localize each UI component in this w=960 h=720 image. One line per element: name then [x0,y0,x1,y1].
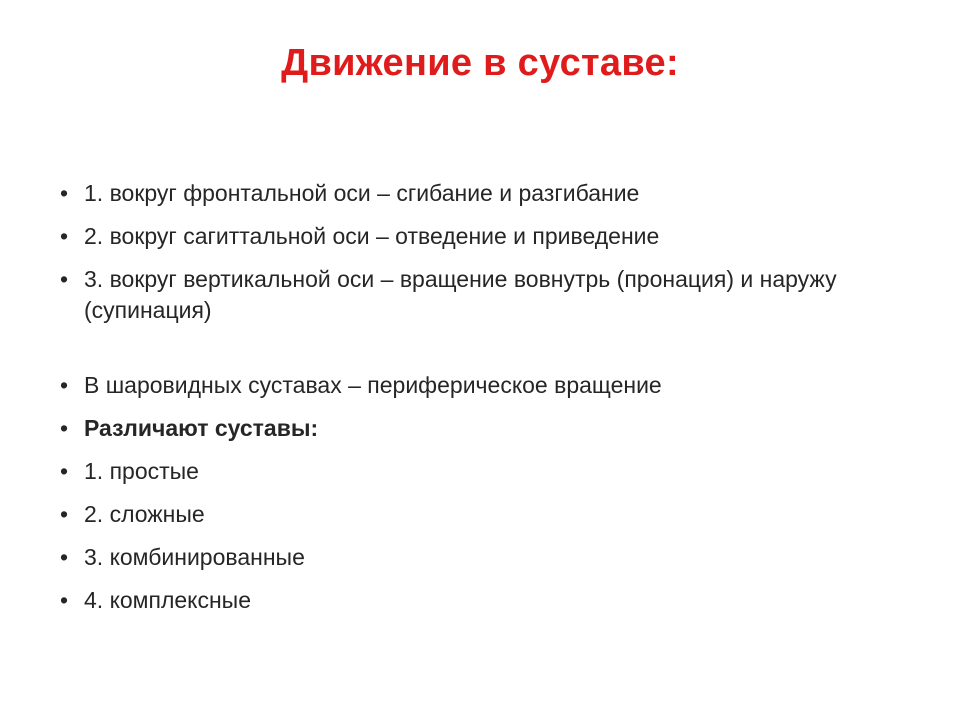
slide-title: Движение в суставе: [281,42,679,84]
list-item [57,413,917,444]
bullet-text: В шаровидных суставах – периферическое вращение [84,372,662,398]
bullet-text-bold: Различают суставы: [84,415,319,441]
bullet-text: 3. вокруг вертикальной оси – вращение вовнутрь (пронация) и наружу (супинация) [84,266,837,323]
bullet-icon: • [59,415,69,441]
list-item [57,499,917,530]
bullet-text: 3. комбинированные [84,544,305,570]
list-item [57,585,917,616]
bullet-text: 4. комплексные [84,587,252,613]
bullet-icon: • [59,458,69,484]
list-item [57,221,917,252]
bullet-list [57,178,917,628]
bullet-icon: • [59,372,69,398]
bullet-icon: • [59,180,69,206]
list-item [57,456,917,487]
list-item [57,370,917,401]
list-item [57,542,917,573]
bullet-icon: • [59,501,69,527]
bullet-icon: • [59,223,69,249]
bullet-icon: • [59,544,69,570]
list-item [57,178,917,209]
bullet-text: 2. сложные [84,501,205,527]
bullet-text: 2. вокруг сагиттальной оси – отведение и приведение [84,223,660,249]
bullet-text: 1. простые [84,458,199,484]
bullet-text: 1. вокруг фронтальной оси – сгибание и разгибание [84,180,640,206]
bullet-icon: • [59,587,69,613]
list-item [57,264,917,326]
bullet-icon: • [59,266,69,292]
